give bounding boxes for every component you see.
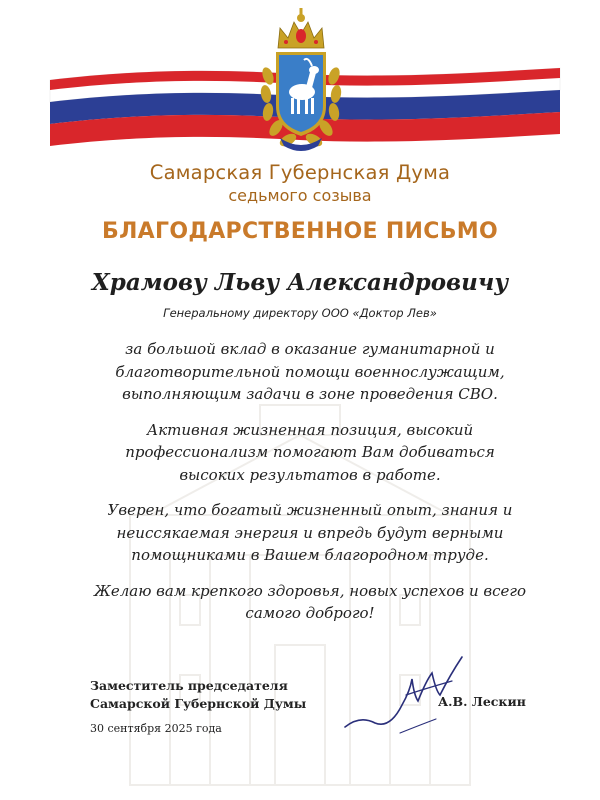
- org-name: Самарская Губернская Дума: [149, 161, 451, 184]
- body-paragraph-4: [90, 580, 530, 625]
- body-paragraph-2: [90, 419, 530, 487]
- signatory-name: А.В. Лескин: [438, 694, 526, 709]
- body-paragraph-1: [90, 338, 530, 406]
- body-line: выполняющим задачи в зоне проведения СВО.: [122, 385, 498, 403]
- body-line: благотворительной помощи военнослужащим,: [115, 362, 505, 381]
- body-line: Активная жизненная позиция, высокий: [146, 420, 474, 439]
- body-line: помощниками в Вашем благородном труде.: [131, 546, 489, 564]
- body-line: самого доброго!: [245, 604, 375, 622]
- letter-body: [90, 338, 530, 638]
- signature-date: 30 сентября 2025 года: [90, 722, 222, 735]
- body-line: Желаю вам крепкого здоровья, новых успехов и всего: [93, 581, 527, 600]
- samara-coat-of-arms-icon: [258, 6, 344, 154]
- signatory-title-line: Самарской Губернской Думы: [90, 696, 307, 711]
- body-line: Уверен, что богатый жизненный опыт, знания и: [107, 501, 513, 519]
- org-convocation: седьмого созыва: [228, 186, 372, 205]
- body-line: высоких результатов в работе.: [179, 465, 441, 484]
- body-line: за большой вклад в оказание гуманитарной и: [125, 340, 495, 358]
- document-title: БЛАГОДАРСТВЕННОЕ ПИСЬМО: [102, 219, 498, 244]
- recipient-name: Храмову Льву Александровичу: [91, 269, 509, 296]
- handwritten-signature: [340, 645, 470, 740]
- recipient-position: Генеральному директору ООО «Доктор Лев»: [163, 306, 437, 320]
- signatory-title: [90, 677, 306, 713]
- body-paragraph-3: [90, 499, 530, 567]
- signatory-title-line: Заместитель председателя: [90, 678, 288, 693]
- body-line: неиссякаемая энергия и впредь будут верными: [116, 523, 504, 542]
- body-line: профессионализм помогают Вам добиваться: [125, 443, 495, 461]
